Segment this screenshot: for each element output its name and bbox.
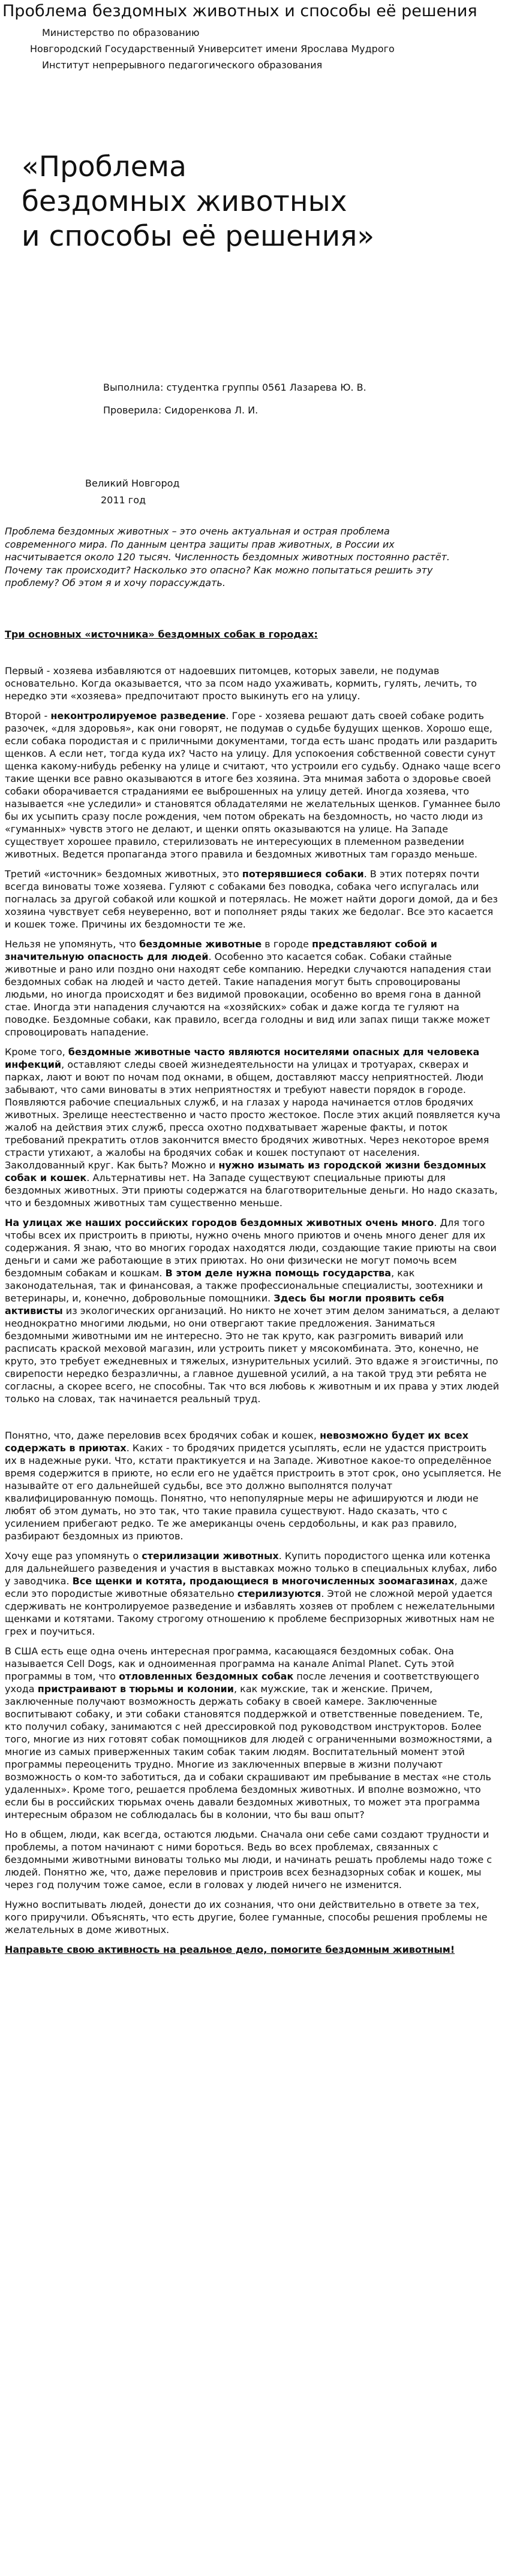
- text-run: Второй -: [5, 710, 51, 721]
- paragraph-8: [5, 1550, 501, 1638]
- emphasis: Здесь бы могли проявить себя активисты: [5, 1292, 444, 1316]
- title-line-3: и способы её решения»: [22, 220, 375, 253]
- paragraph-7: [5, 1429, 501, 1542]
- document-body: [5, 575, 501, 1963]
- text-run: в городе: [261, 938, 312, 950]
- paragraph-9: [5, 1645, 501, 1821]
- emphasis: бездомные животные: [139, 938, 262, 950]
- text-run: . В этих потерях почти всегда виноваты тоже хозяева. Гуляют с собаками без поводка, собака чего испугалась или погналась за другой собакой или кошкой и потерялась. Не может найти дороги домой, да и без хозяина чувствует себя неуверенно, вот и пополняет ряды таких же бедолаг. Все это касается и кошек тоже. Причины их бездомности те же.: [5, 868, 498, 930]
- text-run: , даже если это породистые животные обязательно: [5, 1575, 488, 1599]
- sources-heading: Три основных «источника» бездомных собак в городах:: [5, 629, 318, 640]
- year-line: 2011 год: [101, 494, 146, 506]
- text-run: . Купить породистого щенка или котенка для дальнейшего разведения и участия в выставках можно только в специальных клубах, либо у заводчика.: [5, 1550, 497, 1587]
- emphasis: стерилизации животных: [142, 1550, 279, 1562]
- text-run: В США есть еще одна очень интересная программа, касающаяся бездомных собак. Она называется Cell Dogs, как и одноименная программа на канале Animal Planet. Суть этой программы в том, что: [5, 1645, 455, 1682]
- closing-call-to-action: Направьте свою активность на реальное дело, помогите бездомным животным!: [5, 1944, 455, 1955]
- emphasis: нужно изымать из городской жизни бездомных собак и кошек: [5, 1159, 486, 1183]
- title-line-1: «Проблема: [22, 150, 187, 183]
- title-line-2: бездомных животных: [22, 185, 347, 218]
- checker-line: Проверила: Сидоренкова Л. И.: [103, 404, 258, 416]
- emphasis: пристраивают в тюрьмы и колонии: [37, 1683, 234, 1695]
- city-line: Великий Новгород: [85, 478, 180, 489]
- text-run: . Особенно это касается собак. Собаки стайные животные и рано или поздно они находят себе компанию. Нередки случаются нападения стаи бездомных собак на людей и часто детей. Такие нападения могут быть спровоцированы людьми, но иногда происходят и без видимой провокации, особенно во время гона в данной стае. Иногда эти нападения случаются на «хозяйских» собак и даже когда те гуляют на поводке. Бездомные собаки, как правило, всегда голодны и вид или запах пищи также может спровоцировать нападение.: [5, 951, 491, 1038]
- text-run: . Каких - то бродячих придется усыплять, если не удастся пристроить их в надежные руки. Что, кстати практикуется и на Западе. Животное какое-то определённое время содержится в приюте, но если его не удаётся пристроить в этот срок, оно усыпляется. Не называйте от его дальнейшей судьбы, все это должно выполнятся получат квалифицированную помощь. Понятно, что непопулярные меры не афишируются и люди не любят об этом думать, но это так, что такие правила существуют. Надо сказать, что с усилением прибегают редко. Те же американцы очень сердобольны, и как раз правило, разбирают бездомных из приютов.: [5, 1442, 501, 1542]
- emphasis: невозможно будет их всех содержать в приютах: [5, 1430, 469, 1454]
- intro-paragraph: Проблема бездомных животных – это очень актуальная и острая проблема современного мира. По данным центра защиты прав животных, в России их насчитывается около 120 тысяч. Численность бездомных животных постоянно растёт. Почему так происходит? Насколько это опасно? Как можно попытаться решить эту проблему? Об этом я и хочу порассуждать.: [5, 526, 450, 588]
- emphasis: стерилизуются: [237, 1588, 321, 1599]
- paragraph-4: [5, 938, 501, 1038]
- institute-line: Институт непрерывного педагогического образования: [42, 59, 323, 71]
- text-run: . Альтернативы нет. На Западе существуют специальные приюты для бездомных животных. Эти приюты содержатся на благотворительные деньги. Но надо сказать, что и бездомных животных там существенно меньше.: [5, 1172, 498, 1209]
- emphasis: В этом деле нужна помощь государства: [165, 1267, 392, 1279]
- ministry-line: Министерство по образованию: [42, 27, 200, 38]
- emphasis: бездомные животные часто являются носителями опасных для человека инфекций: [5, 1046, 480, 1070]
- text-run: , как законодательная, так и финансовая, а также профессиональные специалисты, зоотехники и ветеринары, и, конечно, добровольные помощники.: [5, 1267, 483, 1304]
- university-line: Новгородский Государственный Университет имени Ярослава Мудрого: [30, 43, 395, 55]
- text-run: Понятно, что, даже переловив всех бродячих собак и кошек,: [5, 1430, 320, 1441]
- emphasis: Все щенки и котята, продающиеся в многочисленных зоомагазинах: [72, 1575, 455, 1587]
- text-run: . Для того чтобы всех их пристроить в приюты, нужно очень много приютов и очень много денег для их содержания. Я знаю, что во многих городах находятся люди, создающие такие приюты на свои деньги и сами же работающие в этих приютах. Но они физически не могут помочь всем бездомным собакам и кошкам.: [5, 1217, 497, 1279]
- document-title: Проблема бездомных животных и способы её решения: [2, 2, 477, 20]
- paragraph-11: Нужно воспитывать людей, донести до их сознания, что они действительно в ответе за тех, кого приручили. Объяснять, что есть другие, более гуманные, способы решения проблемы не желательных в доме животных.: [5, 1899, 488, 1935]
- text-run: Кроме того,: [5, 1046, 68, 1058]
- emphasis: потерявшиеся собаки: [242, 868, 364, 880]
- text-run: Хочу еще раз упомянуть о: [5, 1550, 142, 1562]
- text-run: . Горе - хозяева решают дать своей собаке родить разочек, «для здоровья», как они говорят, не подумав о судьбе будущих щенков. Хорошо еще, если собака породистая и с приличными документами, тогда есть шанс продать или раздарить щенков. А если нет, тогда куда их? Часто на улицу. Для успокоения собственной совести сунут щенка какому-нибудь ребенку на улице и считают, что устроили его судьбу. Однако чаще всего такие щенки все равно оказываются в итоге без хозяина. Эта мнимая забота о здоровье своей собаки оборачивается страданиями ее выброшенных на улицу детей. Иногда хозяева, что называется «не уследили» и становятся обладателями не желательных щенков. Гуманнее было бы их усыпить сразу после рождения, чем потом обрекать на бездомность, но часто люди из «гуманных» чувств этого не делают, и щенки опять оказываются на улице. На Западе существует хорошее правило, стерилизовать не интересующих в племенном разведении животных. Ведется пропаганда этого правила и бездомных животных там гораздо меньше.: [5, 710, 501, 860]
- text-run: , оставляют следы своей жизнедеятельности на улицах и тротуарах, скверах и парках, лают и воют по ночам под окнами, в общем, доставляют массу неприятностей. Люди забывают, что сами виноваты в этих неприятностях и требуют навести порядок в городе. Появляются рабочие специальных служб, и на глазах у народа начинается отлов бродячих животных. Зрелище неестественно и часто просто жестокое. После этих акций появляется куча жалоб на действия этих служб, пресса охотно подхватывает жареные факты, и поток требований прекратить отлов закончится вместо бродячих животных. Через некоторое время страсти утихают, а жалобы на бродячих собак и кошек поступают от населения. Заколдованный круг. Как быть? Можно и: [5, 1059, 501, 1171]
- paragraph-10: Но в общем, люди, как всегда, остаются людьми. Сначала они себе сами создают трудности и проблемы, а потом начинают с ними бороться. Ведь во всех проблемах, связанных с бездомными животными виноваты только мы люди, и начинать решать проблемы надо тоже с людей. Понятно же, что, даже переловив и пристроив всех безнадзорных собак и кошек, мы через год получим тоже самое, если в головах у людей ничего не изменится.: [5, 1829, 492, 1891]
- paragraph-3: [5, 868, 501, 931]
- paragraph-6: [5, 1216, 501, 1405]
- paragraph-5: [5, 1046, 501, 1209]
- main-title: [22, 150, 374, 254]
- paragraph-1: Первый - хозяева избавляются от надоевших питомцев, которых завели, не подумав основательно. Когда оказывается, что за псом надо ухаживать, кормить, гулять, лечить, то нередко эти «хозяева» предпочитают просто выкинуть его на улицу.: [5, 665, 477, 702]
- emphasis: На улицах же наших российских городов бездомных животных очень много: [5, 1217, 434, 1228]
- text-run: Нельзя не упомянуть, что: [5, 938, 140, 950]
- text-run: после лечения и соответствующего ухода: [5, 1671, 479, 1695]
- emphasis: неконтролируемое разведение: [50, 710, 226, 721]
- text-run: . Этой не сложной мерой удается сдерживать не контролируемое разведение и избавлять хозяев от проблем с нежелательными щенками и котятами. Такому строгому отношению к проблеме беспризорных животных нам не грех и поучиться.: [5, 1588, 495, 1637]
- text-run: , как мужские, так и женские. Причем, заключенные получают возможность держать собаку в своей камере. Заключенные воспитывают собаку, и эти собаки становятся поддержкой и ответственные поведением. Те, кто получил собаку, занимаются с ней дрессировкой под руководством инструкторов. Более того, многие из них готовят собак помощников для людей с ограниченными возможностями, а многие из самых приверженных таким собак таким людям. Воспитательный момент этой программы переоценить трудно. Многие из заключенных впервые в жизни получают возможность о ком-то заботиться, да и собаки скрашивают им пребывание в местах «не столь удаленных». Кроме того, решается проблема бездомных животных. И вполне возможно, что если бы в российских тюрьмах очень давали бездомных животных, то может эта программа интересным образом не соблюдалась бы в колонии, что бы ваш опыт?: [5, 1683, 492, 1820]
- emphasis: представляют собой и значительную опасность для людей: [5, 938, 437, 962]
- text-run: Третий «источник» бездомных животных, это: [5, 868, 242, 880]
- author-line: Выполнила: студентка группы 0561 Лазарева Ю. В.: [103, 382, 366, 393]
- text-run: из экологических организаций. Но никто не хочет этим делом заниматься, а делают неоднократно многими людьми, но они отвергают такие предложения. Заниматься бездомными животными им не интересно. Это не так круто, как разгромить виварий или расписать краской меховой магазин, или устроить пикет у мясокомбината. Это, конечно, не круто, это требует ежедневных и тяжелых, изнурительных усилий. Это вдаже я эгоистичны, по свирепости нередко безразличны, а главное душевной усилий, а на такой труд эти ребята не согласны, а скорее всего, не способны. Так что вся любовь к животным и их права у этих людей только на словах, так начинается реальный труд.: [5, 1305, 500, 1405]
- paragraph-2: [5, 709, 501, 860]
- emphasis: отловленных бездомных собак: [119, 1671, 294, 1682]
